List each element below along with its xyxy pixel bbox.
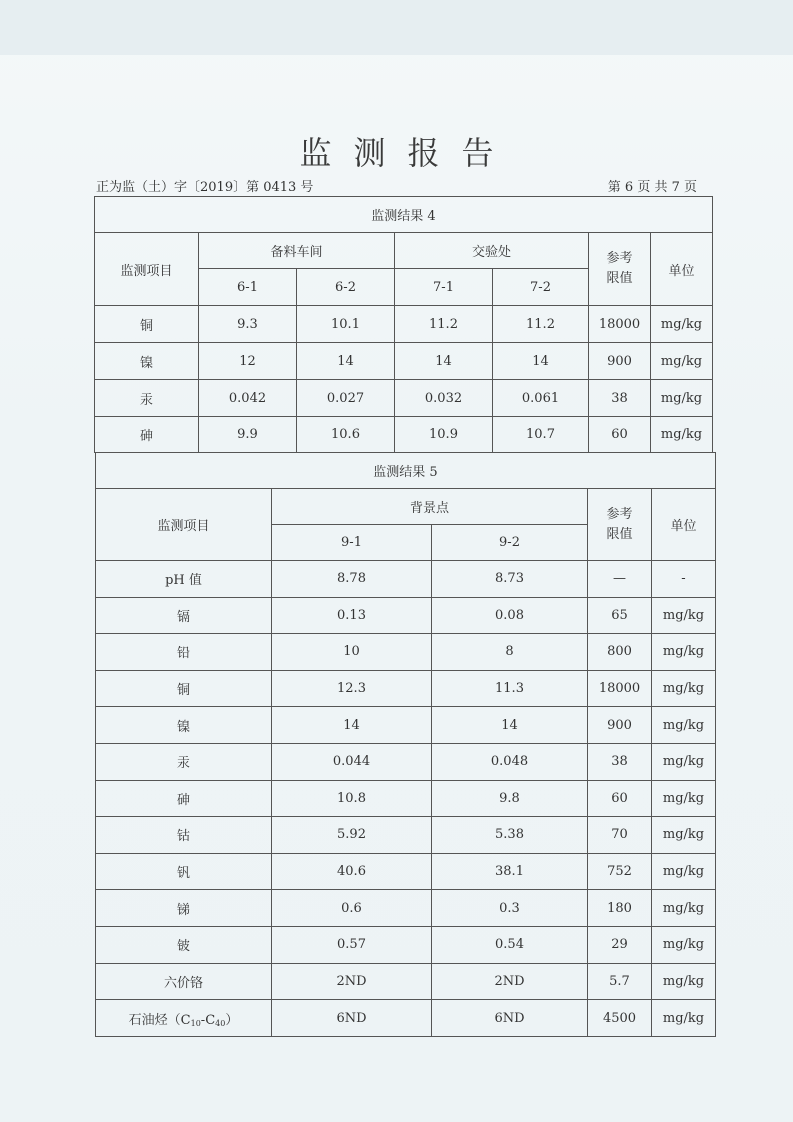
limit-cell: 18000 [589,306,651,343]
table-row [96,817,716,854]
table-row [96,963,716,1000]
table4-group-inspection: 交验处 [395,233,589,269]
table4-point: 7-1 [395,269,493,306]
table-row [95,343,713,380]
limit-cell: 65 [588,597,652,634]
unit-cell: mg/kg [652,780,716,817]
table5-limit-header [588,489,652,561]
limit-cell: 29 [588,926,652,963]
value-cell: 0.57 [272,926,432,963]
value-cell: 0.044 [272,743,432,780]
item-name: 六价铬 [96,963,272,1000]
table-row [96,670,716,707]
table5-unit-header: 单位 [652,489,716,561]
table5-caption: 监测结果 5 [96,453,716,489]
value-cell: 8.78 [272,561,432,598]
unit-cell: mg/kg [651,417,713,453]
table4-caption: 监测结果 4 [95,197,713,233]
value-cell: 5.92 [272,817,432,854]
unit-cell: mg/kg [652,670,716,707]
value-cell: 5.38 [432,817,588,854]
limit-cell: 900 [589,343,651,380]
unit-cell: mg/kg [652,707,716,744]
value-cell: 38.1 [432,853,588,890]
limit-cell: — [588,561,652,598]
table-row [96,561,716,598]
table4-item-header: 监测项目 [95,233,199,306]
table5-item-header: 监测项目 [96,489,272,561]
value-cell: 9.8 [432,780,588,817]
value-cell: 10 [272,634,432,671]
table5-body [96,561,716,1037]
unit-cell: mg/kg [652,890,716,927]
petro-dash: -C [200,1012,216,1028]
limit-cell: 4500 [588,1000,652,1037]
item-name: 汞 [96,743,272,780]
item-name: 铜 [96,670,272,707]
value-cell: 6ND [432,1000,588,1037]
value-cell: 0.6 [272,890,432,927]
table5-point: 9-2 [432,525,588,561]
value-cell: 12 [199,343,297,380]
petro-suffix: ） [225,1012,239,1028]
petro-sub2: 40 [215,1018,226,1028]
value-cell: 14 [272,707,432,744]
item-name: 砷 [96,780,272,817]
table-row [96,707,716,744]
value-cell: 12.3 [272,670,432,707]
value-cell: 6ND [272,1000,432,1037]
item-name: 钒 [96,853,272,890]
value-cell: 10.7 [493,417,589,453]
value-cell: 0.027 [297,380,395,417]
value-cell: 0.042 [199,380,297,417]
value-cell: 8.73 [432,561,588,598]
value-cell: 11.2 [493,306,589,343]
limit-cell: 70 [588,817,652,854]
results-table-5 [95,452,716,1037]
value-cell: 0.032 [395,380,493,417]
item-name: 铜 [95,306,199,343]
value-cell: 10.8 [272,780,432,817]
unit-cell: mg/kg [651,380,713,417]
item-name-petroleum [96,1000,272,1037]
value-cell: 0.048 [432,743,588,780]
limit-header-text: 参考限值 [606,506,633,542]
value-cell: 14 [297,343,395,380]
value-cell: 40.6 [272,853,432,890]
table-row [96,890,716,927]
petro-sub1: 10 [190,1018,201,1028]
table5-point: 9-1 [272,525,432,561]
table-row [96,743,716,780]
table-row [96,634,716,671]
item-name: 砷 [95,417,199,453]
limit-cell: 900 [588,707,652,744]
unit-cell: mg/kg [652,926,716,963]
unit-cell: mg/kg [652,597,716,634]
petro-prefix: 石油烃（C [128,1012,191,1028]
value-cell: 8 [432,634,588,671]
item-name: 钴 [96,817,272,854]
value-cell: 10.1 [297,306,395,343]
page-number: 第 6 页 共 7 页 [607,180,697,195]
limit-cell: 18000 [588,670,652,707]
limit-cell: 752 [588,853,652,890]
item-name: 铍 [96,926,272,963]
limit-header-text: 参考限值 [606,251,633,286]
value-cell: 0.54 [432,926,588,963]
value-cell: 14 [432,707,588,744]
item-name: 镍 [95,343,199,380]
limit-cell: 180 [588,890,652,927]
limit-cell: 800 [588,634,652,671]
unit-cell: mg/kg [651,306,713,343]
value-cell: 0.3 [432,890,588,927]
table-row [96,853,716,890]
item-name: 铅 [96,634,272,671]
value-cell: 0.08 [432,597,588,634]
table4-point: 6-1 [199,269,297,306]
table-row [96,597,716,634]
item-name: 镍 [96,707,272,744]
unit-cell: mg/kg [652,853,716,890]
table-row [95,417,713,453]
scan-top-band [0,0,793,55]
value-cell: 10.6 [297,417,395,453]
value-cell: 9.9 [199,417,297,453]
item-name: 锑 [96,890,272,927]
table-row [95,380,713,417]
limit-cell: 38 [588,743,652,780]
limit-cell: 60 [588,780,652,817]
table-row [96,780,716,817]
limit-cell: 38 [589,380,651,417]
table-row [96,1000,716,1037]
unit-cell: mg/kg [652,634,716,671]
unit-cell: mg/kg [652,817,716,854]
value-cell: 11.3 [432,670,588,707]
document-number: 正为监（土）字〔2019〕第 0413 号 [96,180,314,195]
item-name: 镉 [96,597,272,634]
unit-cell: mg/kg [651,343,713,380]
page-title: 监测报告 [299,134,516,172]
value-cell: 2ND [272,963,432,1000]
value-cell: 0.13 [272,597,432,634]
limit-cell: 60 [589,417,651,453]
value-cell: 0.061 [493,380,589,417]
item-name: pH 值 [96,561,272,598]
value-cell: 9.3 [199,306,297,343]
table4-unit-header: 单位 [651,233,713,306]
table-row [95,306,713,343]
value-cell: 14 [493,343,589,380]
results-table-4 [94,196,713,453]
table4-limit-header [589,233,651,306]
item-name: 汞 [95,380,199,417]
value-cell: 10.9 [395,417,493,453]
unit-cell: mg/kg [652,963,716,1000]
table5-group-background: 背景点 [272,489,588,525]
table4-group-workshop: 备料车间 [199,233,395,269]
value-cell: 11.2 [395,306,493,343]
table4-point: 6-2 [297,269,395,306]
unit-cell: mg/kg [652,1000,716,1037]
unit-cell: mg/kg [652,743,716,780]
unit-cell: - [652,561,716,598]
limit-cell: 5.7 [588,963,652,1000]
table-row [96,926,716,963]
value-cell: 2ND [432,963,588,1000]
value-cell: 14 [395,343,493,380]
table4-point: 7-2 [493,269,589,306]
